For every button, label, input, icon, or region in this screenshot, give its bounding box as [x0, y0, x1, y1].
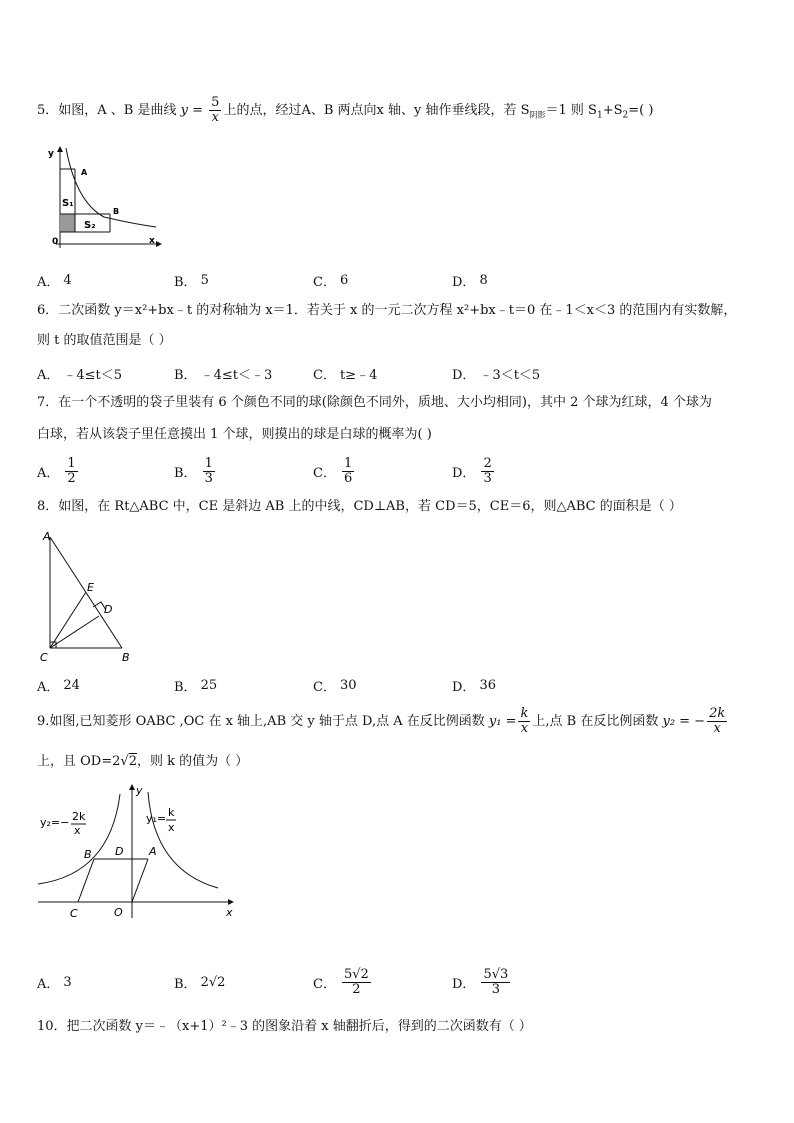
axis-label-y: y — [48, 149, 54, 159]
question-6-cont: 则 t 的取值范围是（ ） — [37, 333, 172, 348]
point-label-c: C — [70, 907, 78, 920]
svg-text:x: x — [74, 824, 81, 837]
options-q8 — [37, 667, 777, 703]
option-c[interactable]: C． $\frac{5√2}{2}$ — [313, 966, 369, 997]
question-text: 如图，A 、B 是曲线 — [58, 103, 177, 118]
options-q6 — [37, 355, 777, 391]
option-d[interactable]: D． 36 — [452, 677, 496, 695]
options-q9 — [37, 962, 777, 1002]
figure-q9 — [36, 778, 242, 924]
curve-label-y1: y₁= — [146, 812, 167, 825]
point-label-a: A — [149, 845, 157, 858]
option-c[interactable]: C． t≥﹣4 — [313, 367, 378, 383]
option-a[interactable]: A． 3 — [37, 974, 72, 992]
region-label-s2: S₂ — [84, 220, 96, 231]
option-b[interactable]: B． 2√2 — [174, 974, 226, 992]
point-label-e: E — [87, 581, 94, 594]
fraction: $\frac{5}{x}$ — [211, 95, 220, 125]
option-c[interactable]: C． $\frac{1}{6}$ — [313, 455, 353, 486]
option-c[interactable]: C． 30 — [313, 677, 357, 695]
figure-q8 — [36, 528, 146, 668]
question-6: 6．二次函数 y＝x²+bx﹣t 的对称轴为 x＝1．若关于 x 的一元二次方程 x²+bx﹣t＝0 在﹣1＜x＜3 的范围内有实数解， — [37, 303, 737, 318]
question-5: 5．如图，A 、B 是曲线 y = $\frac{5}{x}$ 上的点，经过A、B 两点向x 轴、y 轴作垂线段，若 $S_{阴影}=1$ 则 $S_1+S_2=$( ) — [37, 95, 654, 125]
point-label-c: C — [40, 651, 48, 664]
option-b[interactable]: B． ﹣4≤t＜﹣3 — [174, 367, 273, 383]
option-a[interactable]: A． 24 — [37, 677, 80, 695]
point-label-d: D — [104, 603, 113, 616]
region-label-s1: S₁ — [62, 198, 74, 209]
origin-label: O — [114, 906, 123, 919]
question-8: 8．如图，在 Rt△ABC 中，CE 是斜边 AB 上的中线，CD⊥AB，若 CD＝5，CE＝6，则△ABC 的面积是（ ） — [37, 499, 682, 514]
options-q5 — [37, 262, 777, 298]
option-a[interactable]: A． ﹣4≤t＜5 — [37, 367, 123, 383]
option-b[interactable]: B． $\frac{1}{3}$ — [174, 455, 213, 486]
option-a[interactable]: A． $\frac{1}{2}$ — [37, 455, 76, 486]
option-d[interactable]: D． 8 — [452, 272, 488, 290]
svg-text:2k: 2k — [72, 810, 86, 823]
option-a[interactable]: A． 4 — [37, 272, 72, 290]
point-label-d: D — [115, 845, 124, 858]
axis-label-x: x — [149, 236, 155, 246]
option-b[interactable]: B． 5 — [174, 272, 209, 290]
svg-text:k: k — [168, 806, 175, 819]
question-number: 5． — [37, 103, 59, 118]
axis-label-y: y — [136, 784, 143, 797]
option-d[interactable]: D． $\frac{5√3}{3}$ — [452, 966, 509, 997]
figure-q5 — [44, 142, 164, 250]
option-c[interactable]: C． 6 — [313, 272, 349, 290]
equation-lhs: y = — [180, 103, 204, 118]
question-9: 9.如图,已知菱形 OABC ,OC 在 x 轴上,AB 交 y 轴于点 D,点 A 在反比例函数 y₁ = $\frac{k}{x}$ 上,点 B 在反比例函数 y₂ = − $\frac{2k}{x}$ — [37, 706, 726, 736]
options-q7 — [37, 453, 777, 489]
option-d[interactable]: D． $\frac{2}{3}$ — [452, 455, 492, 486]
point-label-b: B — [84, 848, 92, 861]
option-d[interactable]: D． ﹣3＜t＜5 — [452, 367, 541, 383]
curve-label-y2: y₂=− — [40, 816, 70, 829]
point-label-b: B — [122, 651, 130, 664]
question-7-cont: 白球，若从该袋子里任意摸出 1 个球，则摸出的球是白球的概率为( ) — [37, 427, 432, 442]
svg-text:x: x — [168, 821, 175, 834]
question-10: 10．把二次函数 y＝﹣（x+1）²﹣3 的图象沿着 x 轴翻折后，得到的二次函数有（ ） — [37, 1019, 532, 1034]
question-9-cont: 上，且 OD=2√2，则 k 的值为（ ） — [37, 754, 249, 769]
axis-label-x: x — [226, 906, 233, 919]
point-label-b: B — [113, 207, 120, 216]
point-label-a: A — [81, 168, 88, 177]
question-7: 7．在一个不透明的袋子里装有 6 个颜色不同的球(除颜色不同外，质地、大小均相同)，其中 2 个球为红球，4 个球为 — [37, 395, 712, 410]
question-text: 上的点，经过A、B 两点向x 轴、y 轴作垂线段，若 S — [223, 103, 530, 118]
option-b[interactable]: B． 25 — [174, 677, 218, 695]
point-label-a: A — [43, 530, 51, 543]
origin-label: 0 — [52, 237, 59, 247]
